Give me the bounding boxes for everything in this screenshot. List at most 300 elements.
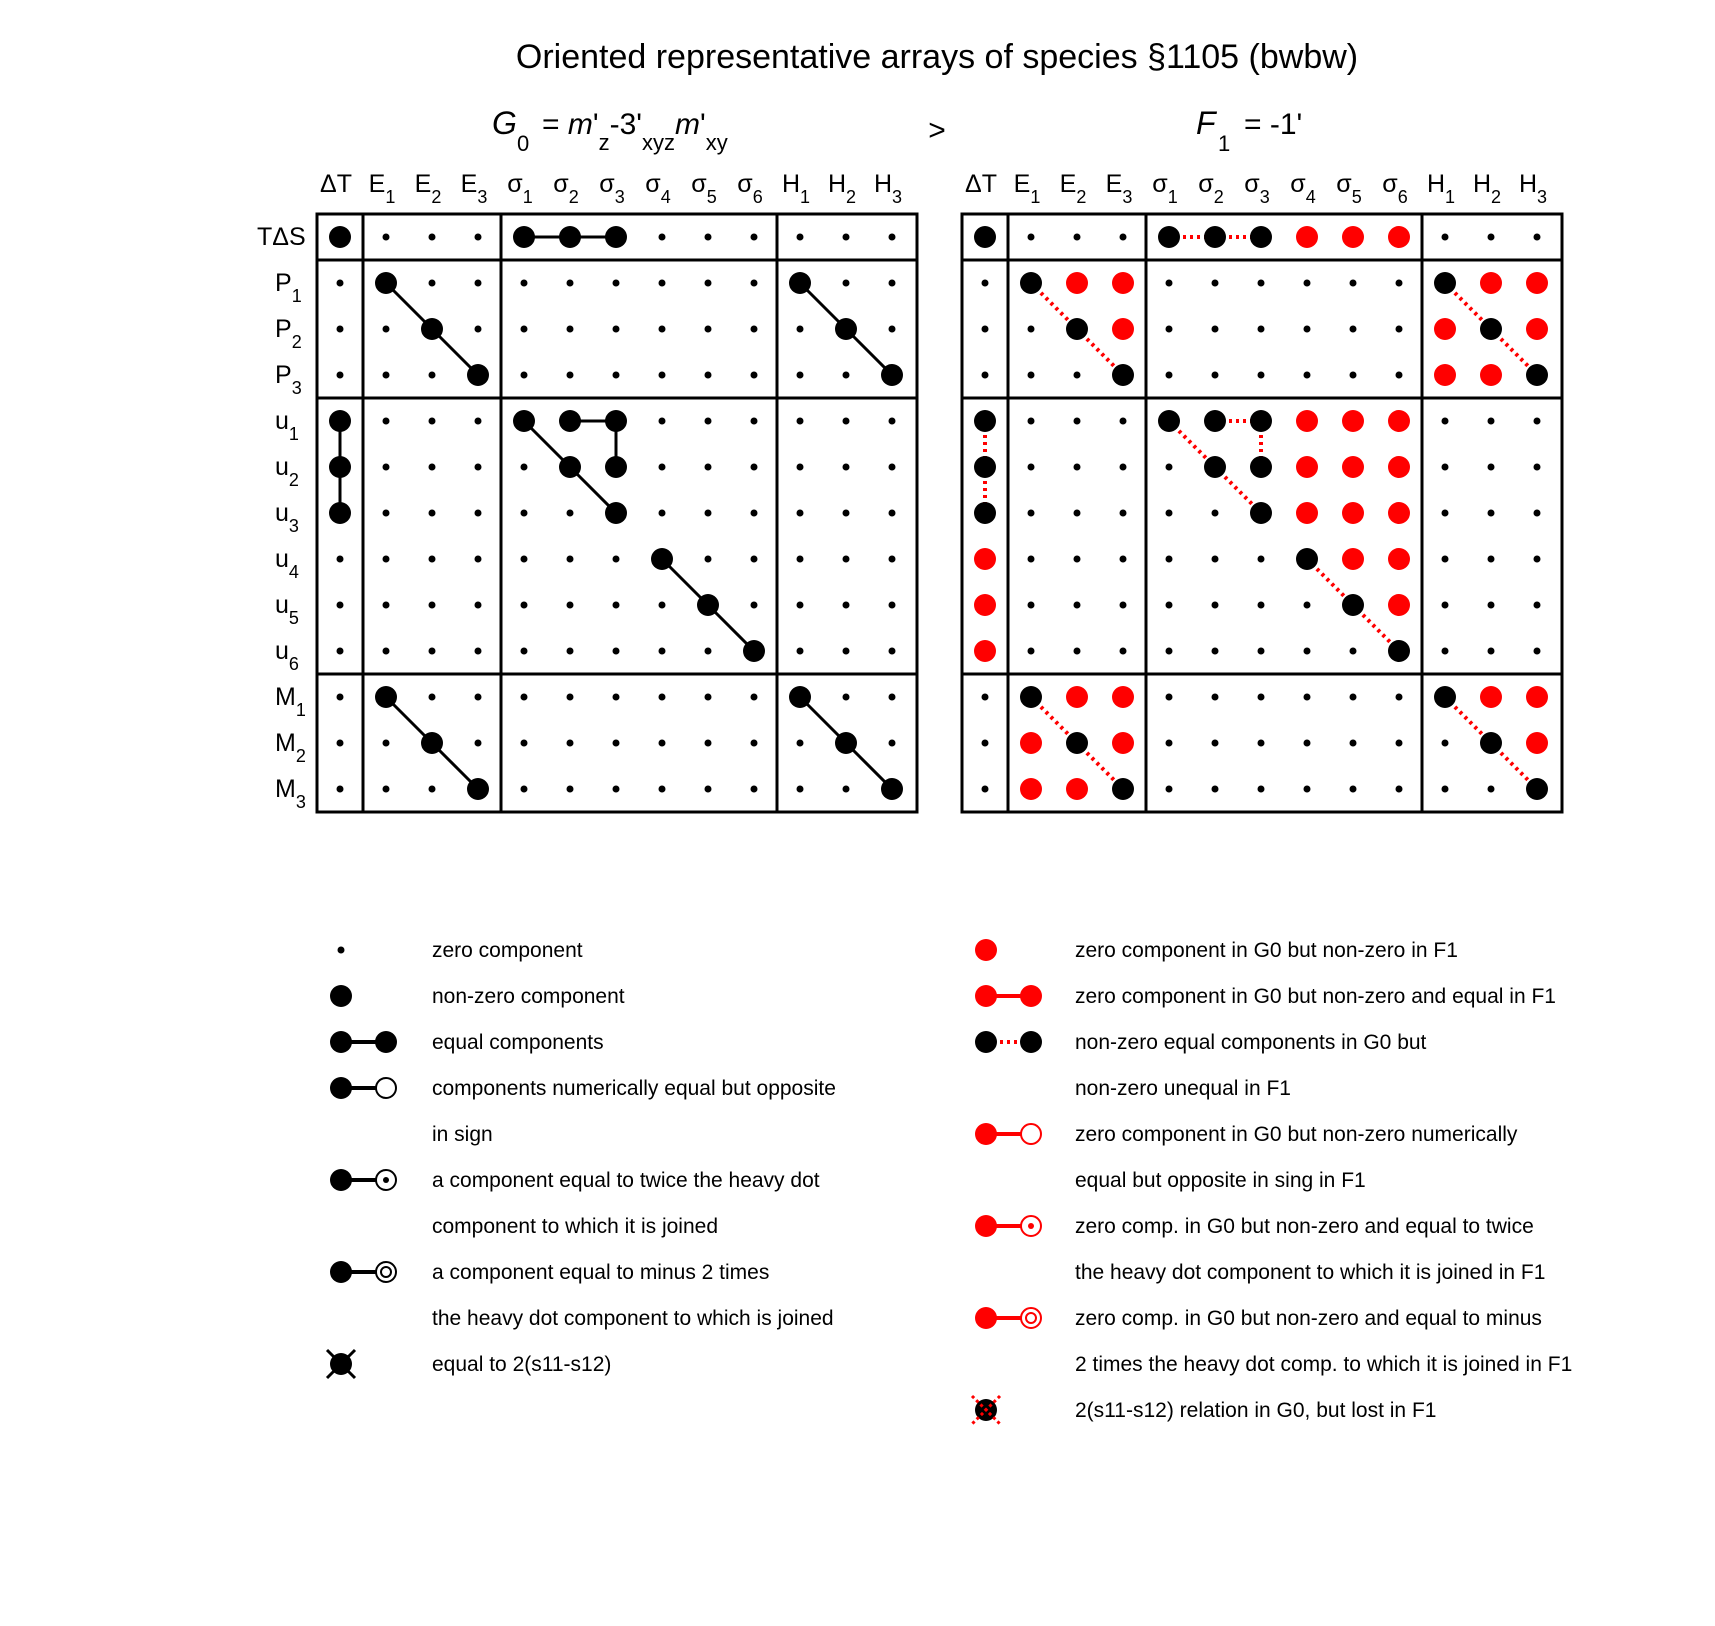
zero-component-dot	[843, 694, 850, 701]
zero-component-dot	[705, 510, 712, 517]
row-label: $u_4$	[275, 545, 299, 582]
zero-component-dot	[337, 556, 344, 563]
zero-component-dot	[1258, 372, 1265, 379]
zero-component-dot	[705, 694, 712, 701]
left-header-subscript: 0	[517, 131, 530, 156]
diagram-title: Oriented representative arrays of species §1105 (bwbw)	[515, 38, 1359, 76]
nonzero-component-dot	[789, 686, 811, 708]
legend-text: zero component in G0 but non-zero in F1	[1075, 939, 1458, 962]
new-nonzero-component-dot	[1112, 732, 1134, 754]
zero-component-dot	[1028, 326, 1035, 333]
zero-component-dot	[1258, 694, 1265, 701]
zero-component-dot	[705, 556, 712, 563]
zero-component-dot	[659, 786, 666, 793]
zero-component-dot	[843, 280, 850, 287]
nonzero-component-dot	[1250, 410, 1272, 432]
zero-component-dot	[705, 464, 712, 471]
legend-text: zero component	[432, 939, 583, 962]
zero-component-dot	[1442, 556, 1449, 563]
zero-component-dot	[1166, 326, 1173, 333]
zero-component-dot	[1396, 280, 1403, 287]
zero-component-dot	[521, 786, 528, 793]
matrix-frames	[317, 214, 1562, 812]
row-label: TΔS	[257, 223, 306, 251]
zero-component-dot	[1166, 740, 1173, 747]
nonzero-component-dot	[1434, 686, 1456, 708]
col-label-right: $H_3$	[1518, 170, 1548, 207]
zero-component-dot	[383, 648, 390, 655]
zero-component-dot	[1028, 418, 1035, 425]
col-label-right: $\sigma_5$	[1336, 170, 1362, 207]
zero-component-dot	[1074, 372, 1081, 379]
zero-component-dot	[1212, 556, 1219, 563]
new-nonzero-component-dot	[1296, 502, 1318, 524]
zero-component-dot	[1488, 510, 1495, 517]
zero-component-dot	[659, 234, 666, 241]
zero-component-dot	[475, 740, 482, 747]
nonzero-component-dot	[513, 410, 535, 432]
zero-component-dot	[751, 280, 758, 287]
legend-text: non-zero unequal in F1	[1075, 1077, 1291, 1100]
new-nonzero-component-dot	[1526, 686, 1548, 708]
new-nonzero-component-dot	[1526, 318, 1548, 340]
zero-component-dot	[1120, 234, 1127, 241]
zero-component-dot	[1074, 234, 1081, 241]
zero-component-dot	[1212, 280, 1219, 287]
zero-component-dot	[843, 786, 850, 793]
legend-symbol-twice-link	[330, 1169, 396, 1191]
zero-component-dot	[475, 694, 482, 701]
row-label: $u_2$	[275, 453, 299, 490]
zero-component-dot	[1534, 510, 1541, 517]
zero-component-dot	[797, 464, 804, 471]
nonzero-component-dot	[375, 686, 397, 708]
zero-component-dot	[1212, 786, 1219, 793]
new-nonzero-component-dot	[1296, 410, 1318, 432]
col-label-left: $E_2$	[414, 170, 442, 207]
nonzero-component-dot	[329, 226, 351, 248]
zero-component-dot	[429, 556, 436, 563]
legend-symbol-equal-link	[330, 1031, 397, 1053]
zero-component-dot	[889, 280, 896, 287]
legend-symbol-red-dot	[975, 939, 997, 961]
nonzero-component-dot	[375, 272, 397, 294]
new-nonzero-component-dot	[1388, 456, 1410, 478]
legend-text: zero component in G0 but non-zero and equal in F1	[1075, 985, 1556, 1008]
zero-component-dot	[613, 694, 620, 701]
legend-text: 2 times the heavy dot comp. to which it is joined in F1	[1075, 1353, 1573, 1376]
new-nonzero-component-dot	[974, 594, 996, 616]
col-label-right: $\sigma_2$	[1198, 170, 1224, 207]
zero-component-dot	[521, 326, 528, 333]
zero-component-dot	[843, 234, 850, 241]
nonzero-component-dot	[1066, 318, 1088, 340]
zero-component-dot	[1488, 786, 1495, 793]
zero-component-dot	[797, 234, 804, 241]
zero-component-dot	[1442, 786, 1449, 793]
zero-component-dot	[567, 694, 574, 701]
legend-symbol-small-dot	[338, 947, 345, 954]
zero-component-dot	[383, 326, 390, 333]
new-nonzero-component-dot	[1296, 226, 1318, 248]
zero-component-dot	[982, 786, 989, 793]
nonzero-component-dot	[651, 548, 673, 570]
zero-component-dot	[1442, 510, 1449, 517]
legend-text: 2(s11-s12) relation in G0, but lost in F1	[1075, 1399, 1437, 1422]
nonzero-component-dot	[1158, 226, 1180, 248]
zero-component-dot	[889, 234, 896, 241]
zero-component-dot	[797, 510, 804, 517]
col-label-right: $\sigma_3$	[1244, 170, 1270, 207]
zero-component-dot	[475, 648, 482, 655]
zero-component-dot	[1350, 372, 1357, 379]
new-nonzero-component-dot	[1388, 502, 1410, 524]
zero-component-dot	[1488, 418, 1495, 425]
zero-component-dot	[1534, 602, 1541, 609]
zero-component-dot	[1442, 464, 1449, 471]
new-nonzero-component-dot	[1112, 272, 1134, 294]
zero-component-dot	[1396, 326, 1403, 333]
new-nonzero-component-dot	[1020, 732, 1042, 754]
zero-component-dot	[475, 280, 482, 287]
zero-component-dot	[1258, 326, 1265, 333]
zero-component-dot	[843, 510, 850, 517]
zero-component-dot	[429, 234, 436, 241]
legend-text: equal but opposite in sing in F1	[1075, 1169, 1366, 1192]
zero-component-dot	[613, 326, 620, 333]
zero-component-dot	[797, 418, 804, 425]
zero-component-dot	[383, 464, 390, 471]
zero-component-dot	[1212, 326, 1219, 333]
nonzero-component-dot	[1020, 686, 1042, 708]
zero-component-dot	[1028, 234, 1035, 241]
zero-component-dot	[1396, 786, 1403, 793]
zero-component-dot	[521, 694, 528, 701]
zero-component-dot	[475, 418, 482, 425]
nonzero-component-dot	[1112, 364, 1134, 386]
zero-component-dot	[1534, 464, 1541, 471]
zero-component-dot	[751, 786, 758, 793]
zero-component-dot	[1304, 372, 1311, 379]
legend-symbol-lost-equal-link	[975, 1031, 1042, 1053]
legend-text: the heavy dot component to which it is joined in F1	[1075, 1261, 1546, 1284]
zero-component-dot	[1442, 648, 1449, 655]
nonzero-component-dot	[1526, 364, 1548, 386]
axis-labels	[257, 170, 1547, 812]
left-header-equation: = $m'_z-3'_{xyz}m'_{xy}$	[542, 108, 728, 155]
zero-component-dot	[429, 464, 436, 471]
zero-component-dot	[1350, 740, 1357, 747]
legend-symbol-minus-twice-link	[330, 1261, 396, 1283]
right-header-subscript: 1	[1218, 131, 1231, 156]
zero-component-dot	[1304, 694, 1311, 701]
nonzero-component-dot	[421, 732, 443, 754]
col-label-left: $E_3$	[460, 170, 488, 207]
row-label: $P_1$	[275, 269, 302, 306]
new-nonzero-component-dot	[1342, 502, 1364, 524]
col-label-right: $H_2$	[1472, 170, 1502, 207]
zero-component-dot	[567, 648, 574, 655]
nonzero-component-dot	[1250, 226, 1272, 248]
legend-symbol-opposite-link	[330, 1077, 396, 1099]
zero-component-dot	[1074, 556, 1081, 563]
nonzero-component-dot	[1526, 778, 1548, 800]
zero-component-dot	[705, 234, 712, 241]
zero-component-dot	[567, 372, 574, 379]
zero-component-dot	[1488, 234, 1495, 241]
zero-component-dot	[429, 280, 436, 287]
zero-component-dot	[521, 372, 528, 379]
zero-component-dot	[383, 510, 390, 517]
zero-component-dot	[567, 602, 574, 609]
legend-text: equal to 2(s11-s12)	[432, 1353, 612, 1376]
legend-symbol-lost-crossed-dot	[972, 1396, 1000, 1424]
new-nonzero-component-dot	[1342, 456, 1364, 478]
zero-component-dot	[889, 740, 896, 747]
zero-component-dot	[843, 556, 850, 563]
nonzero-component-dot	[1112, 778, 1134, 800]
zero-component-dot	[1304, 786, 1311, 793]
legend-text: zero comp. in G0 but non-zero and equal to minus	[1075, 1307, 1542, 1330]
new-nonzero-component-dot	[1526, 732, 1548, 754]
zero-component-dot	[843, 372, 850, 379]
new-nonzero-component-dot	[974, 548, 996, 570]
zero-component-dot	[889, 694, 896, 701]
nonzero-component-dot	[467, 778, 489, 800]
new-nonzero-component-dot	[1388, 594, 1410, 616]
zero-component-dot	[797, 372, 804, 379]
zero-component-dot	[889, 602, 896, 609]
group-comparison-symbol: >	[928, 114, 946, 147]
col-label-right: $\sigma_1$	[1152, 170, 1178, 207]
zero-component-dot	[705, 326, 712, 333]
nonzero-component-dot	[974, 410, 996, 432]
zero-component-dot	[751, 326, 758, 333]
nonzero-component-dot	[1020, 272, 1042, 294]
zero-component-dot	[1396, 740, 1403, 747]
col-label-left: $H_3$	[873, 170, 903, 207]
zero-component-dot	[982, 740, 989, 747]
zero-component-dot	[1350, 786, 1357, 793]
zero-component-dot	[1534, 234, 1541, 241]
zero-component-dot	[1120, 602, 1127, 609]
zero-component-dot	[1074, 510, 1081, 517]
col-label-left: $\sigma_1$	[507, 170, 533, 207]
zero-component-dot	[1350, 648, 1357, 655]
nonzero-component-dot	[1480, 732, 1502, 754]
zero-component-dot	[1166, 694, 1173, 701]
new-nonzero-component-dot	[1480, 272, 1502, 294]
zero-component-dot	[567, 280, 574, 287]
zero-component-dot	[1028, 648, 1035, 655]
zero-component-dot	[843, 464, 850, 471]
legend-symbol-red-minus-twice-link	[975, 1307, 1041, 1329]
col-label-left: $\sigma_4$	[645, 170, 671, 207]
zero-component-dot	[1350, 326, 1357, 333]
nonzero-component-dot	[1342, 594, 1364, 616]
zero-component-dot	[705, 786, 712, 793]
zero-component-dot	[567, 740, 574, 747]
row-label: $M_1$	[275, 683, 306, 720]
zero-component-dot	[1028, 510, 1035, 517]
col-label-left: $\sigma_3$	[599, 170, 625, 207]
zero-component-dot	[889, 556, 896, 563]
zero-component-dot	[1304, 648, 1311, 655]
nonzero-component-dot	[1204, 410, 1226, 432]
zero-component-dot	[1166, 464, 1173, 471]
zero-component-dot	[889, 510, 896, 517]
row-label: $M_3$	[275, 775, 306, 812]
zero-component-dot	[1120, 464, 1127, 471]
zero-component-dot	[1488, 556, 1495, 563]
zero-component-dot	[429, 694, 436, 701]
col-label-right: $\sigma_4$	[1290, 170, 1316, 207]
zero-component-dot	[1534, 418, 1541, 425]
zero-component-dot	[1166, 510, 1173, 517]
zero-component-dot	[751, 234, 758, 241]
zero-component-dot	[843, 418, 850, 425]
zero-component-dot	[982, 694, 989, 701]
nonzero-component-dot	[789, 272, 811, 294]
nonzero-component-dot	[559, 410, 581, 432]
zero-component-dot	[521, 740, 528, 747]
new-nonzero-component-dot	[1112, 686, 1134, 708]
nonzero-component-dot	[835, 732, 857, 754]
col-label-left: $H_2$	[827, 170, 857, 207]
zero-component-dot	[1028, 602, 1035, 609]
zero-component-dot	[1488, 464, 1495, 471]
zero-component-dot	[1350, 280, 1357, 287]
nonzero-component-dot	[1250, 456, 1272, 478]
zero-component-dot	[889, 464, 896, 471]
right-header-equation: = -1'	[1244, 108, 1303, 141]
row-label: $P_3$	[275, 361, 302, 398]
zero-component-dot	[475, 602, 482, 609]
zero-component-dot	[797, 326, 804, 333]
nonzero-component-dot	[559, 226, 581, 248]
zero-component-dot	[659, 602, 666, 609]
nonzero-component-dot	[329, 456, 351, 478]
row-label: $P_2$	[275, 315, 302, 352]
new-nonzero-component-dot	[1066, 272, 1088, 294]
col-label-right: $E_1$	[1013, 170, 1041, 207]
zero-component-dot	[337, 280, 344, 287]
zero-component-dot	[337, 786, 344, 793]
new-nonzero-component-dot	[1480, 364, 1502, 386]
new-nonzero-component-dot	[1434, 364, 1456, 386]
zero-component-dot	[1120, 418, 1127, 425]
row-label: $u_1$	[275, 407, 299, 444]
legend-text: components numerically equal but opposite	[432, 1077, 836, 1100]
zero-component-dot	[1304, 280, 1311, 287]
zero-component-dot	[521, 648, 528, 655]
col-label-left: $H_1$	[781, 170, 811, 207]
zero-component-dot	[475, 464, 482, 471]
col-label-right: $E_2$	[1059, 170, 1087, 207]
nonzero-component-dot	[1204, 226, 1226, 248]
zero-component-dot	[889, 648, 896, 655]
zero-component-dot	[751, 556, 758, 563]
legend-text: non-zero component	[432, 985, 625, 1008]
zero-component-dot	[1304, 740, 1311, 747]
zero-component-dot	[337, 694, 344, 701]
zero-component-dot	[1028, 372, 1035, 379]
zero-component-dot	[889, 418, 896, 425]
nonzero-component-dot	[1204, 456, 1226, 478]
zero-component-dot	[429, 602, 436, 609]
nonzero-component-dot	[881, 778, 903, 800]
zero-component-dot	[383, 234, 390, 241]
zero-component-dot	[751, 694, 758, 701]
zero-component-dot	[1166, 280, 1173, 287]
legend	[327, 939, 1572, 1424]
zero-component-dot	[659, 694, 666, 701]
nonzero-component-dot	[974, 226, 996, 248]
nonzero-component-dot	[835, 318, 857, 340]
zero-component-dot	[613, 372, 620, 379]
zero-component-dot	[429, 786, 436, 793]
col-label-left: $\sigma_2$	[553, 170, 579, 207]
new-nonzero-component-dot	[1434, 318, 1456, 340]
zero-component-dot	[1258, 280, 1265, 287]
new-nonzero-component-dot	[1342, 226, 1364, 248]
zero-component-dot	[1442, 740, 1449, 747]
zero-component-dot	[429, 372, 436, 379]
zero-component-dot	[1350, 694, 1357, 701]
zero-component-dot	[383, 740, 390, 747]
new-nonzero-component-dot	[1342, 548, 1364, 570]
zero-component-dot	[659, 326, 666, 333]
col-label-left: $\sigma_6$	[737, 170, 763, 207]
nonzero-component-dot	[697, 594, 719, 616]
zero-component-dot	[429, 510, 436, 517]
zero-component-dot	[1166, 602, 1173, 609]
zero-component-dot	[659, 372, 666, 379]
zero-component-dot	[751, 740, 758, 747]
zero-component-dot	[475, 510, 482, 517]
zero-component-dot	[613, 648, 620, 655]
nonzero-component-dot	[467, 364, 489, 386]
zero-component-dot	[1074, 648, 1081, 655]
zero-component-dot	[383, 556, 390, 563]
zero-component-dot	[1120, 556, 1127, 563]
zero-component-dot	[982, 372, 989, 379]
new-nonzero-component-dot	[1342, 410, 1364, 432]
zero-component-dot	[1442, 602, 1449, 609]
zero-component-dot	[843, 648, 850, 655]
zero-component-dot	[567, 326, 574, 333]
zero-component-dot	[1396, 694, 1403, 701]
zero-component-dot	[521, 464, 528, 471]
zero-component-dot	[1212, 372, 1219, 379]
zero-component-dot	[337, 372, 344, 379]
zero-component-dot	[797, 556, 804, 563]
zero-component-dot	[337, 326, 344, 333]
nonzero-component-dot	[1158, 410, 1180, 432]
legend-symbol-red-equal-link	[975, 985, 1042, 1007]
zero-component-dot	[1534, 556, 1541, 563]
zero-component-dot	[705, 372, 712, 379]
zero-component-dot	[521, 280, 528, 287]
zero-component-dot	[429, 418, 436, 425]
nonzero-component-dot	[1066, 732, 1088, 754]
legend-text: zero comp. in G0 but non-zero and equal to twice	[1075, 1215, 1534, 1238]
zero-component-dot	[1258, 786, 1265, 793]
zero-component-dot	[705, 280, 712, 287]
zero-component-dot	[751, 602, 758, 609]
zero-component-dot	[567, 510, 574, 517]
zero-component-dot	[751, 464, 758, 471]
